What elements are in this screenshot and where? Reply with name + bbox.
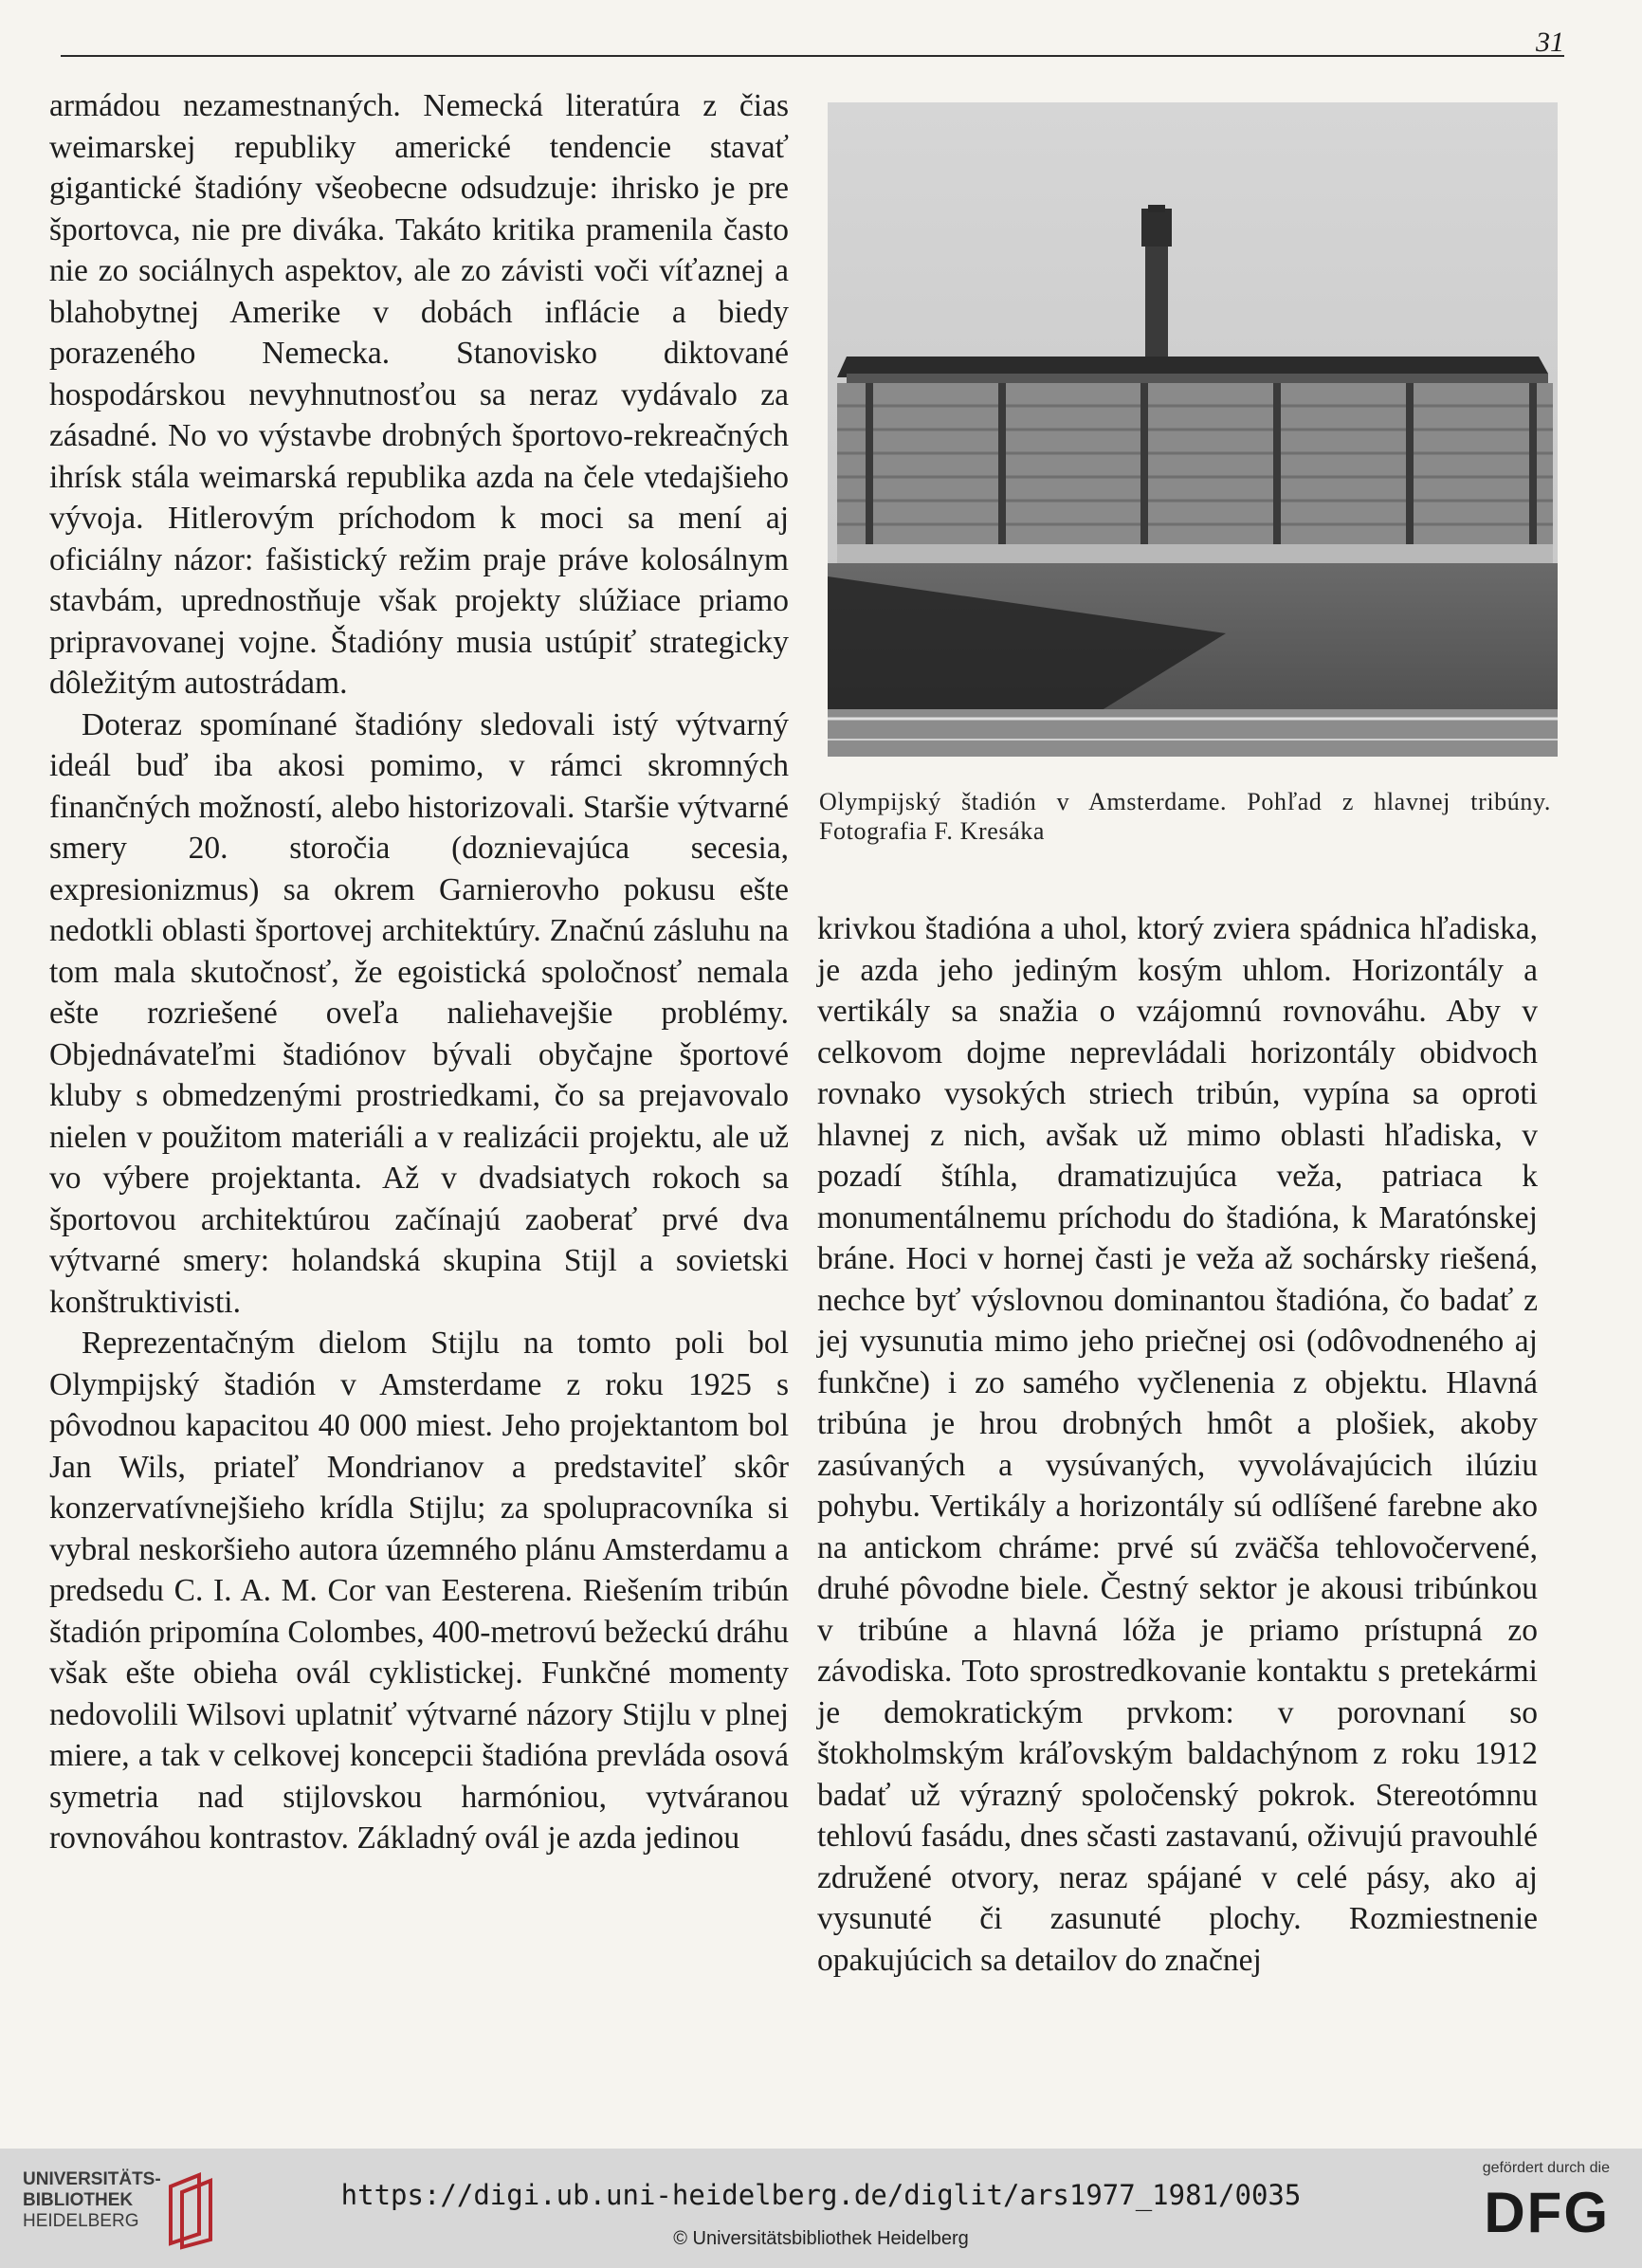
library-name-line: UNIVERSITÄTS- xyxy=(23,2169,161,2189)
left-text-column xyxy=(49,85,789,1859)
dfg-logo: DFG xyxy=(1484,2181,1610,2244)
figure-caption: Olympijský štadión v Amsterdame. Pohľad z hlavnej tribúny. Fotografia F. Kresáka xyxy=(819,788,1551,845)
stadium-photograph xyxy=(828,102,1558,757)
permalink-url[interactable]: https://digi.ub.uni-heidelberg.de/diglit/ars1977_1981/0035 xyxy=(340,2179,1302,2211)
digitization-footer xyxy=(0,2149,1642,2268)
body-paragraph: Doteraz spomínané štadióny sledovali istý výtvarný ideál buď iba akosi pomimo, v rámci skromných finančných možností, alebo historizovali. Staršie výtvarné smery 20. storočia (dozniev​ajúca secesia, expresionizmus) sa okrem Garnierovho pokusu ešte nedotkli oblasti športovej architektúry. Značnú zásluhu na tom mala skutočnosť, že egoistická spoločnosť nemala ešte rozriešené oveľa naliehavejšie problémy. Objednávateľmi štadiónov bývali obyčajne športové kluby s obmedzenými prostriedkami, čo sa prejavovalo nielen v použitom materiáli a v realizácii projektu, ale už vo výbere projektanta. Až v dvadsiatych rokoch sa športovou architektúrou začínajú zaoberať prvé dva výtvarné smery: holandská skupina Stijl a sovietski konštruktivisti. xyxy=(49,706,789,1320)
stadium-photo-illustration xyxy=(828,102,1558,757)
body-paragraph: Reprezentačným dielom Stijlu na tomto poli bol Olympijský štadión v Amsterdame z roku 1925 s pôvodnou kapacitou 40 000 miest. Jeho projektantom bol Jan Wils, priateľ Mondrianov a predstaviteľ skôr konzervatívnejšieho krídla Stijlu; za spolupracovníka si vybral neskoršieho autora územného plánu Amsterdamu a predsedu C. I. A. M. Cor van Eesterena. Riešením tribún štadión pripomína Colombes, 400-metrovú bežeckú dráhu však ešte obieha ovál cyklistickej. Funkčné momenty nedovolili Wilsovi uplatniť výtvarné názory Stijlu v plnej miere, a tak v celkovej koncepcii štadióna prevláda osová symetria nad stijlovskou harmóniou, vytváranou rovnováhou kontrastov. Základný ovál je azda jedinou xyxy=(49,1326,789,1856)
body-paragraph: krivkou štadióna a uhol, ktorý zviera spádnica hľadiska, je azda jeho jediným kosým uhlom. Horizontály a vertikály sa snažia o vzájomnú rovnováhu. Aby v celkovom dojme neprevládali horizontály obidvoch rovnako vysokých striech tribún, vypína sa oproti hlavnej z nich, avšak už mimo oblasti hľadiska, v pozadí štíhla, dramatizujúca veža, patriaca k monumentálnemu príchodu do štadióna, k Maratónskej bráne. Hoci v hornej časti je veža až sochársky riešená, nechce byť výslovnou dominantou štadióna, čo badať z jej vysunutia mimo jeho priečnej osi (odôvodneného aj funkčne) i zo samého vyčlenenia z objektu. Hlavná tribúna je hrou drobných hmôt a plošiek, akoby zasúvaných a vysúvaných, vyvolávajúcich ilúziu pohybu. Vertikály a horizontály sú odlíšené farebne ako na antickom chráme: prvé sú zväčša tehlovočervené, druhé pôvodne biele. Čestný sektor je akousi tribúnkou v tribúne a hlavná lóža je priamo prístupná zo závodiska. Toto sprostredkovanie kontaktu s pretekármi je demokratickým prvkom: v porovnaní so štokholmským kráľovským baldachýnom z roku 1912 badať už výrazný spoločenský pokrok. Stereotómnu tehlovú fasádu, dnes sčasti zastavanú, oživujú pravouhlé združené otvory, neraz spájané v celé pásy, ako aj vysunuté či zasunuté plochy. Rozmiestnenie opakujúcich sa detailov do značnej xyxy=(817,911,1538,1978)
copyright-notice: © Universitätsbibliothek Heidelberg xyxy=(673,2228,969,2249)
page-number: 31 xyxy=(1536,27,1564,58)
right-text-column xyxy=(817,908,1538,1981)
header-rule xyxy=(61,55,1564,57)
funding-label: gefördert durch die xyxy=(1482,2160,1610,2176)
body-paragraph: armádou nezamestnaných. Nemecká literatúra z čias weimarskej republiky americké tendencie stavať gigantické štadióny všeobecne odsudzuje: ihrisko je pre športovca, nie pre diváka. Takáto kritika pramenila často nie zo sociálnych aspektov, ale zo závisti voči víťaznej a blahobytnej Amerike v dobách inflácie a biedy porazeného Nemecka. Stanovisko diktované hospodárskou nevyhnutnosťou sa neraz vydávalo za zásadné. No vo výstavbe drobných športovo-rekreačných ihrísk stála weimarská republika azda na čele vtedajšieho vývoja. Hitlerovým príchodom k moci sa mení aj oficiálny názor: fašistický režim praje práve kolosálnym stavbám, uprednostňuje však projekty slúžiace priamo pripravovanej vojne. Štadióny musia ustúpiť strategicky dôležitým autostrádam. xyxy=(49,88,789,701)
library-name-line: BIBLIOTHEK xyxy=(23,2190,134,2210)
library-name-line: HEIDELBERG xyxy=(23,2211,139,2231)
